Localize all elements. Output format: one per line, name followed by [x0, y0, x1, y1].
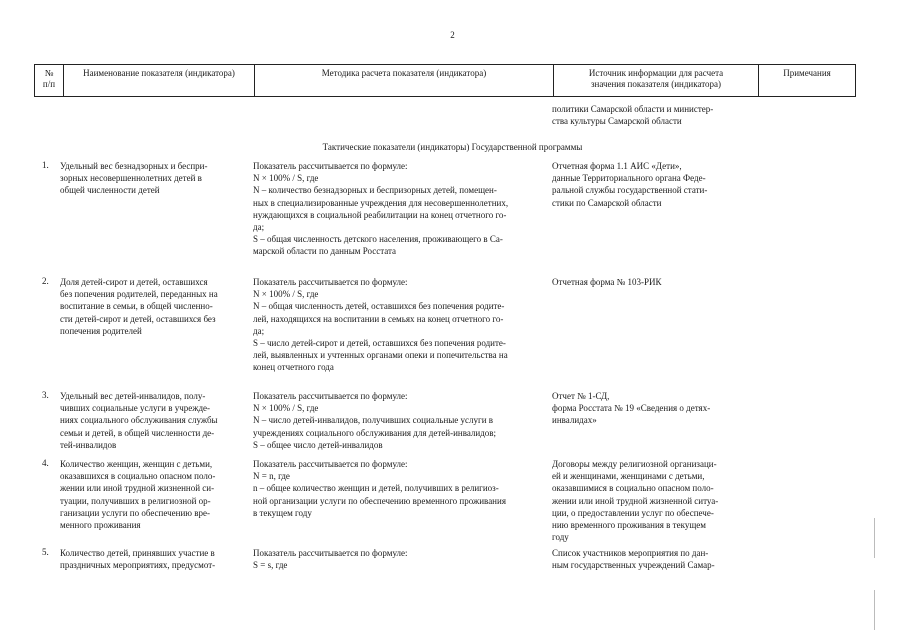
- row-method: Показатель рассчитывается по формуле: N × 100% / S, где N – общая численность детей, оставшихся без попечения родите- лей, находящихся на воспитании в семьях на конец отчетного го- да; S – число детей-сирот и детей, оставшихся без попечения родите- лей, выявленных и учтенных органами опеки и попечительства на конец отчетного года: [253, 277, 508, 373]
- scan-artifact: [874, 590, 875, 630]
- row-name: Удельный вес безнадзорных и беспри- зорных несовершеннолетних детей в общей численности детей: [60, 161, 208, 196]
- row-method: Показатель рассчитывается по формуле: S = s, где: [253, 548, 408, 571]
- row-source: Список участников мероприятия по дан- ным государственных учреждений Самар-: [552, 548, 715, 571]
- row-method: Показатель рассчитывается по формуле: N × 100% / S, где N – число детей-инвалидов, получивших социальные услуги в учреждениях социального обслуживания для детей-инвалидов; S – общее число детей-инвалидов: [253, 391, 497, 450]
- row-source: Отчетная форма 1.1 АИС «Дети», данные Территориального органа Феде- ральной службы государственной стати- стики по Самарской области: [552, 161, 708, 208]
- row-name: Количество детей, принявших участие в праздничных мероприятиях, предусмот-: [60, 548, 216, 571]
- row-number: 3.: [42, 390, 49, 400]
- row-name: Доля детей-сирот и детей, оставшихся без попечения родителей, переданных на воспитание в семьи, в общей численно- сти детей-сирот и детей, оставшихся без попечения родителей: [60, 277, 218, 336]
- header-source: Источник информации для расчета значения показателя (индикатора): [554, 65, 759, 97]
- row-number: 2.: [42, 276, 49, 286]
- row-name: Количество женщин, женщин с детьми, оказавшихся в социально опасном поло- жении или иной трудной жизненной си- туации, получивших в религиозной ор- ганизации услуги по обеспечению вре- менного проживания: [60, 459, 216, 531]
- row-source: Отчет № 1-СД, форма Росстата № 19 «Сведения о детях- инвалидах»: [552, 391, 711, 426]
- row-method: Показатель рассчитывается по формуле: N × 100% / S, где N – количество безнадзорных и беспризорных детей, помещен- ных в специализированные учреждения для несовершеннолетних, нуждающихся в социальной реабилитации на конец отчетного го- да; S – общая численность детского населения, проживающего в Са- марской области по данным Росстата: [253, 161, 509, 257]
- continuation-text: политики Самарской области и министер- ства культуры Самарской области: [552, 104, 714, 127]
- row-source: Договоры между религиозной организаци- ей и женщинами, женщинами с детьми, оказавшимися в социально опасном поло- жении или иной трудной жизненной ситуа- ции, о предоставлении услуг по обеспече- нию временного проживания в текущем году: [552, 459, 719, 543]
- table-header: [34, 64, 856, 97]
- row-number: 1.: [42, 160, 49, 170]
- header-method: Методика расчета показателя (индикатора): [255, 65, 554, 97]
- section-title: Тактические показатели (индикаторы) Государственной программы: [322, 142, 583, 152]
- row-source: Отчетная форма № 103-РИК: [552, 277, 662, 287]
- page-number: 2: [450, 30, 455, 40]
- row-method: Показатель рассчитывается по формуле: N = n, где n – общее количество женщин и детей, получивших в религиоз- ной организации услуги по обеспечению временного проживания в текущем году: [253, 459, 506, 518]
- header-name: Наименование показателя (индикатора): [64, 65, 255, 97]
- scan-artifact: [874, 518, 875, 558]
- header-notes: Примечания: [759, 65, 856, 97]
- row-number: 4.: [42, 458, 49, 468]
- header-num: № п/п: [35, 65, 64, 97]
- row-number: 5.: [42, 547, 49, 557]
- row-name: Удельный вес детей-инвалидов, полу- чивших социальные услуги в учрежде- ниях социального обслуживания службы семьи и детей, в общей численности де- тей-инвалидов: [60, 391, 218, 450]
